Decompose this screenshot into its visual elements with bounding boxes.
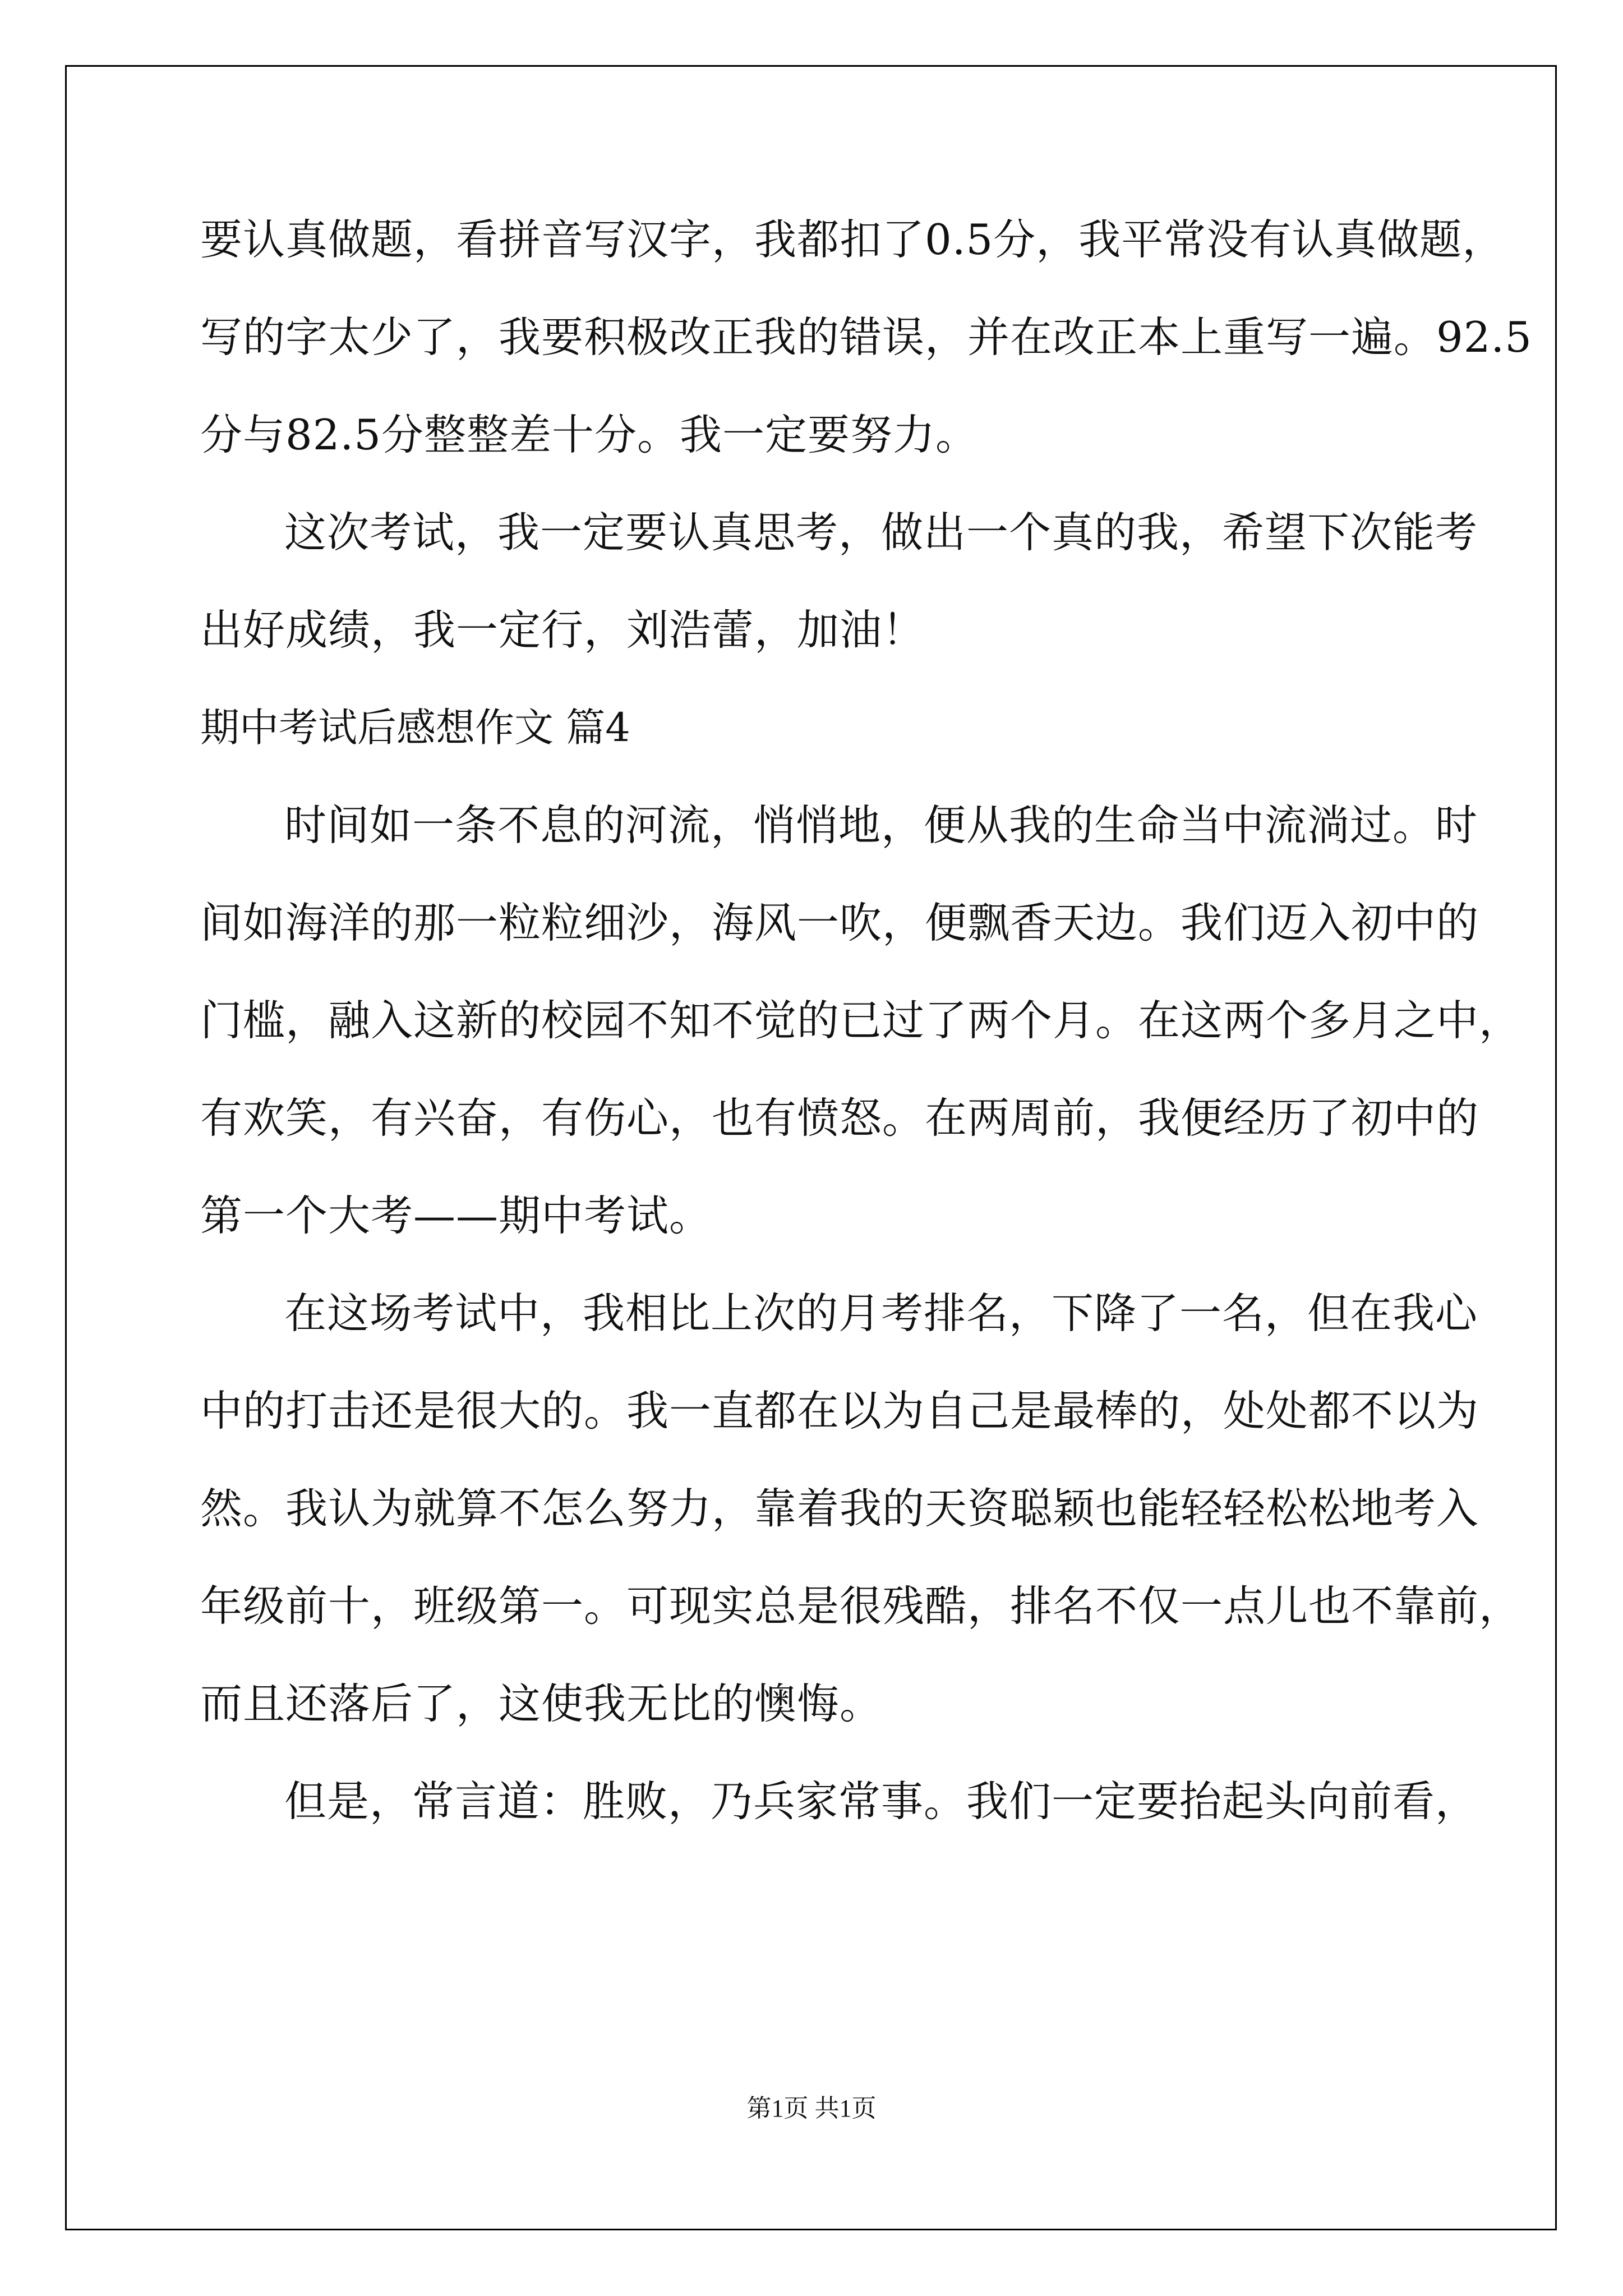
paragraph xyxy=(200,1752,1479,1850)
text-line: 而且还落后了，这使我无比的懊悔。 xyxy=(200,1679,883,1728)
page-footer xyxy=(0,2088,1623,2124)
paragraph xyxy=(200,776,1522,1264)
text-line: 中的打击还是很大的。我一直都在以为自己是最棒的，处处都不以为 xyxy=(200,1386,1479,1435)
paragraph xyxy=(200,1264,1522,1752)
text-line: 门槛，融入这新的校园不知不觉的已过了两个月。在这两个多月之中， xyxy=(200,996,1522,1045)
text-line: 写的字太少了，我要积极改正我的错误，并在改正本上重写一遍。92.5 xyxy=(200,312,1532,362)
text-line: 第一个大考——期中考试。 xyxy=(200,1191,712,1240)
text-line: 出好成绩，我一定行，刘浩蕾，加油！ xyxy=(200,605,925,655)
text-line: 但是，常言道：胜败，乃兵家常事。我们一定要抬起头向前看， xyxy=(284,1777,1478,1826)
text-line: 在这场考试中，我相比上次的月考排名，下降了一名，但在我心 xyxy=(284,1289,1478,1338)
text-line: 间如海洋的那一粒粒细沙，海风一吹，便飘香天边。我们迈入初中的 xyxy=(200,898,1479,947)
text-line: 这次考试，我一定要认真思考，做出一个真的我，希望下次能考 xyxy=(284,508,1478,557)
text-line: 有欢笑，有兴奋，有伤心，也有愤怒。在两周前，我便经历了初中的 xyxy=(200,1093,1479,1143)
section-heading: 期中考试后感想作文 篇4 xyxy=(200,705,630,751)
text-line: 然。我认为就算不怎么努力，靠着我的天资聪颖也能轻轻松松地考入 xyxy=(200,1484,1479,1533)
paragraph xyxy=(200,484,1479,679)
text-line: 年级前十，班级第一。可现实总是很残酷，排名不仅一点儿也不靠前， xyxy=(200,1581,1522,1631)
text-line: 分与82.5分整整差十分。我一定要努力。 xyxy=(200,410,978,459)
text-line: 要认真做题，看拼音写汉字，我都扣了0.5分，我平常没有认真做题， xyxy=(200,215,1505,264)
text-line: 时间如一条不息的河流，悄悄地，便从我的生命当中流淌过。时 xyxy=(284,800,1478,850)
page-number-label: 第1页 共1页 xyxy=(746,2095,877,2122)
document-body xyxy=(200,191,1532,1850)
section-heading-block xyxy=(200,679,1479,776)
paragraph xyxy=(200,191,1532,484)
